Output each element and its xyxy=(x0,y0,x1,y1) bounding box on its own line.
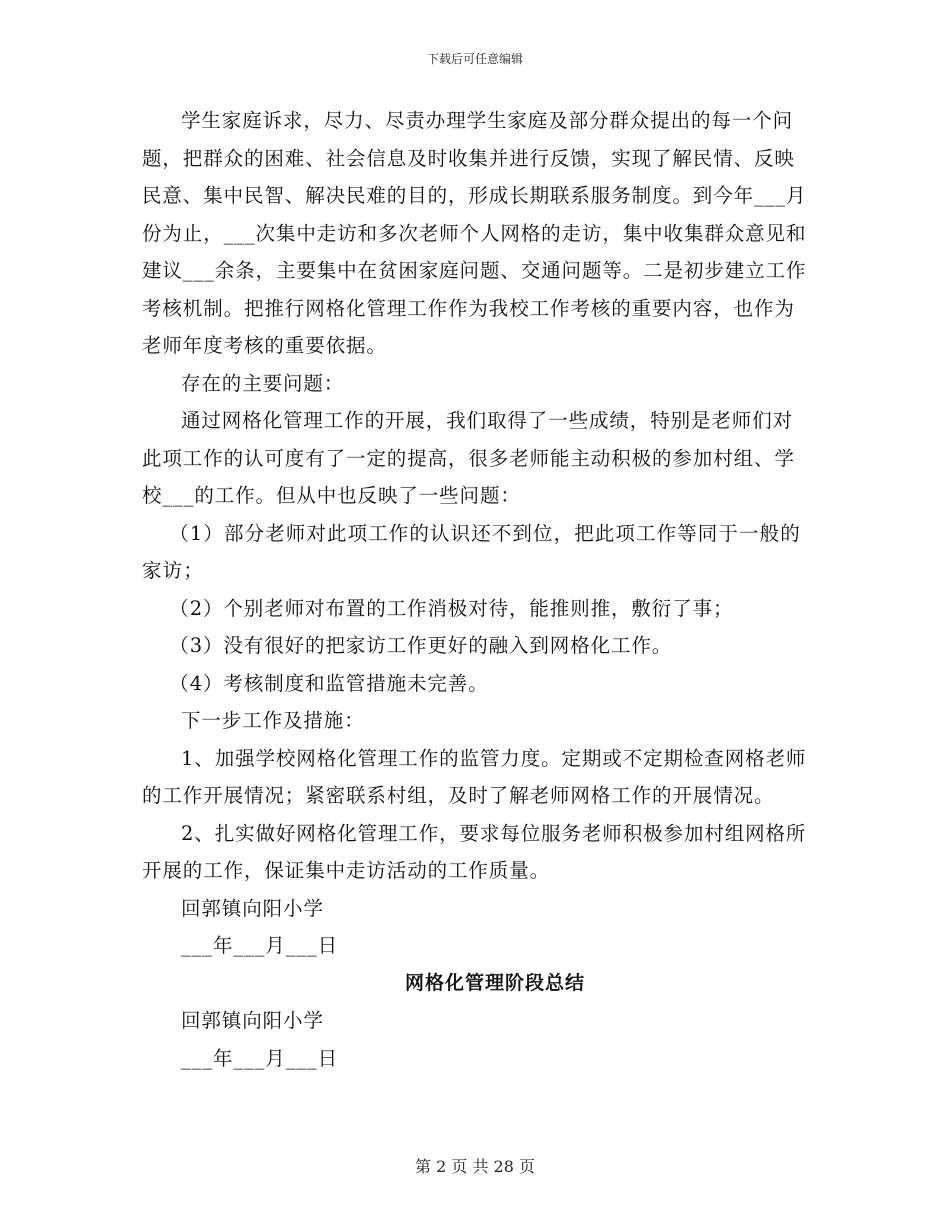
next-steps-heading: 下一步工作及措施： xyxy=(181,709,365,732)
next-step-item-1: 1、加强学校网格化管理工作的监管力度。定期或不定期检查网格老师的工作开展情况；紧密联系村组，及时了解老师网格工作的开展情况。 xyxy=(142,746,807,807)
problem-item-2: （2）个别老师对布置的工作消极对待，能推则推，敷衍了事； xyxy=(169,596,734,620)
problems-heading: 存在的主要问题： xyxy=(181,371,345,395)
document-body xyxy=(142,102,808,1077)
paragraph-visits-summary: 学生家庭诉求，尽力、尽责办理学生家庭及部分群众提出的每一个问题，把群众的困难、社会信息及时收集并进行反馈，实现了解民情、反映民意、集中民智、解决民难的目的，形成长期联系服务制度。到今年___月份为止，___次集中走访和多次老师个人网格的走访，集中收集群众意见和建议___余条，主要集中在贫困家庭问题、交通问题等。二是初步建立工作考核机制。把推行网格化管理工作作为我校工作考核的重要内容，也作为老师年度考核的重要依据。 xyxy=(142,109,807,357)
next-step-item-2: 2、扎实做好网格化管理工作，要求每位服务老师积极参加村组网格所开展的工作，保证集中走访活动的工作质量。 xyxy=(142,821,807,882)
section-title: 网格化管理阶段总结 xyxy=(404,971,585,994)
signature-date: ___年___月___日 xyxy=(181,934,339,957)
paragraph-achievements: 通过网格化管理工作的开展，我们取得了一些成绩，特别是老师们对此项工作的认可度有了一定的提高，很多老师能主动积极的参加村组、学校___的工作。但从中也反映了一些问题： xyxy=(142,409,795,507)
problem-item-3: （3）没有很好的把家访工作更好的融入到网格化工作。 xyxy=(169,634,673,657)
second-signature-date: ___年___月___日 xyxy=(181,1046,339,1070)
page-footer: 第 2 页 共 28 页 xyxy=(415,1157,535,1176)
second-signature-school: 回郭镇向阳小学 xyxy=(181,1009,324,1032)
problem-item-1: （1）部分老师对此项工作的认识还不到位，把此项工作等同于一般的家访； xyxy=(142,521,801,582)
page-header: 下载后可任意编辑 xyxy=(426,52,523,66)
problem-item-4: （4）考核制度和监管措施未完善。 xyxy=(169,671,489,695)
signature-school: 回郭镇向阳小学 xyxy=(181,896,324,920)
